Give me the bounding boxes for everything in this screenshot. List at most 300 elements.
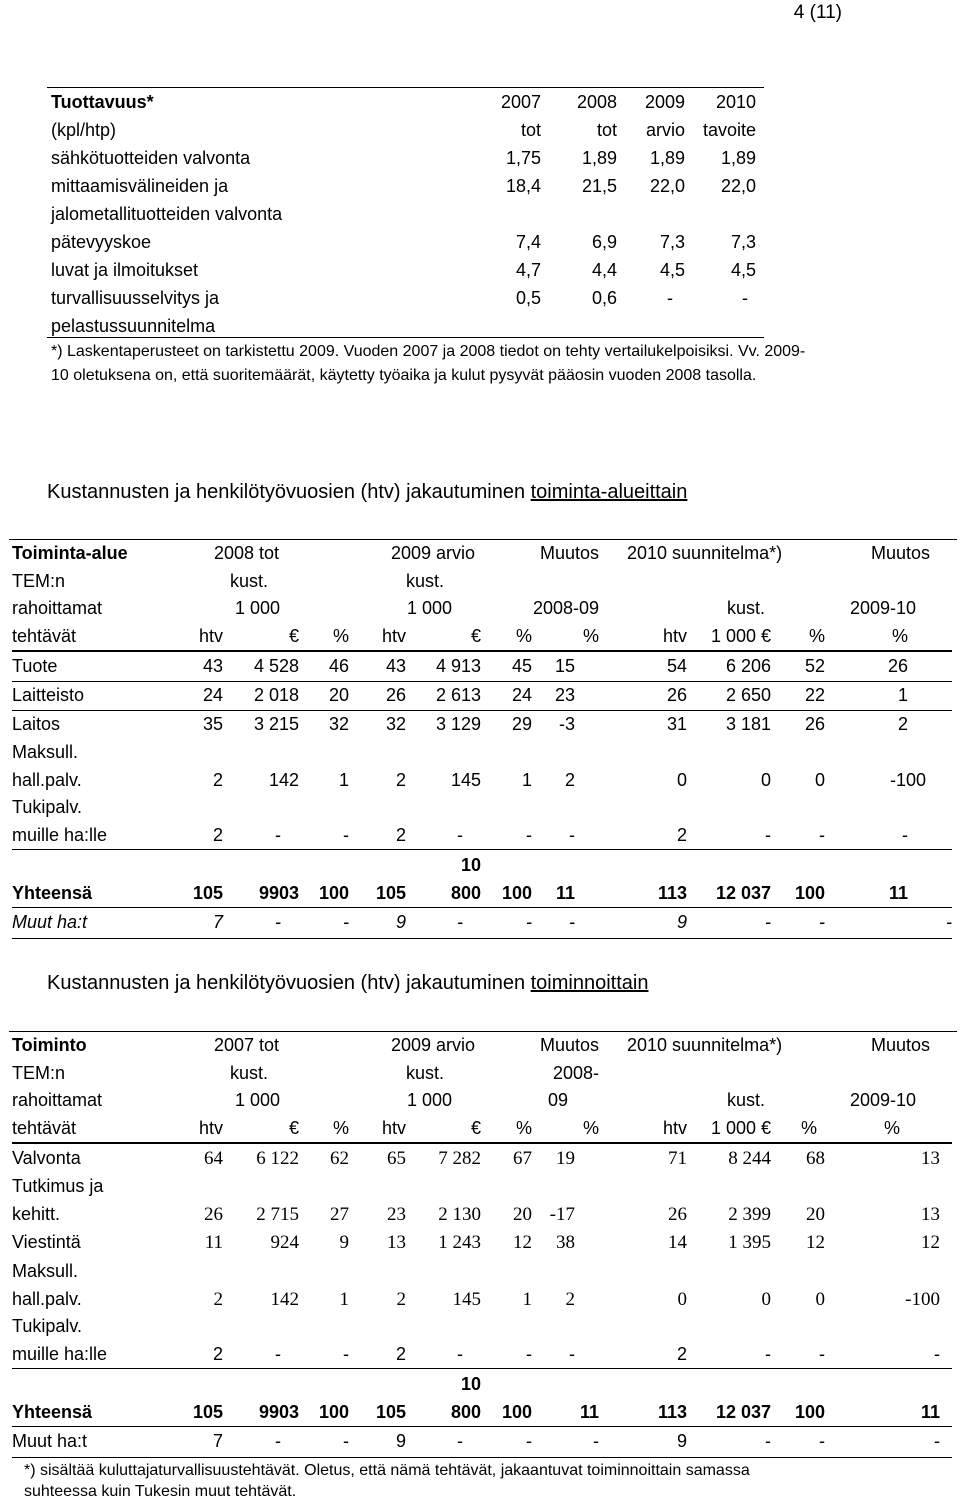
table-total-row	[12, 1369, 952, 1427]
header-cell: kust.	[726, 1090, 765, 1110]
value-cell: 24	[511, 684, 532, 705]
table-row-continuation	[51, 312, 756, 340]
value-cell: -	[819, 1343, 825, 1364]
header-cell: 2008	[576, 92, 617, 112]
header-cell: %	[808, 625, 825, 646]
value-cell: -	[343, 1431, 349, 1452]
footnote-line: *) Laskentaperusteet on tarkistettu 2009. Vuoden 2007 ja 2008 tiedot on tehty vertailukelpoisiksi. Vv. 2009-	[51, 343, 806, 360]
value-cell: 13	[921, 1203, 940, 1225]
value-cell: 0	[760, 769, 771, 790]
value-part: 10	[460, 854, 481, 875]
value-cell: 29	[511, 714, 532, 734]
value-cell: 142	[270, 1288, 299, 1310]
header-cell: %	[582, 625, 599, 646]
row-label: pätevyyskoe	[51, 232, 152, 252]
footnote-line: *) sisältää kuluttajaturvallisuustehtävät. Oletus, että nämä tehtävät, jakaantuvat toiminnoittain samassa	[24, 1462, 750, 1479]
header-cell: Muutos	[870, 1035, 930, 1055]
header-cell: tavoite	[702, 120, 756, 140]
header-cell: 1 000	[407, 598, 453, 618]
header-label: Toiminta-alue	[12, 543, 128, 563]
header-cell: 1 000	[407, 1090, 453, 1110]
value-cell: 145	[452, 1288, 481, 1310]
value-cell: 2	[212, 1343, 223, 1364]
value-cell: 100	[501, 1401, 532, 1422]
value-cell: 32	[385, 714, 406, 734]
value-cell: 4 528	[253, 655, 299, 676]
header-cell: %	[515, 625, 532, 646]
header-cell: 2008 tot	[214, 543, 280, 563]
value-cell: 22,0	[720, 176, 756, 196]
value-cell: 2	[395, 824, 406, 845]
value-cell: -	[526, 1431, 532, 1452]
value-cell: 64	[204, 1147, 223, 1169]
table-row	[51, 256, 756, 284]
header-cell: 1 000 €	[710, 1117, 771, 1138]
row-label: hall.palv.	[12, 769, 82, 790]
value-cell: 12	[806, 1232, 825, 1254]
table-row	[12, 1228, 952, 1258]
value-cell: 105	[192, 882, 223, 903]
value-cell: 26	[668, 1203, 687, 1225]
value-cell: 145	[450, 769, 481, 790]
value-cell: -	[667, 288, 673, 308]
row-label: Tuote	[12, 655, 58, 676]
value-cell: 4,5	[659, 260, 685, 280]
value-cell: 21,5	[581, 176, 617, 196]
value-cell: 2	[676, 824, 687, 845]
value-cell-stacked	[406, 1369, 481, 1427]
value-cell: 13	[921, 1147, 940, 1169]
value-cell: 3 215	[253, 714, 299, 734]
header-cell: 2009	[644, 92, 685, 112]
value-cell: 13	[387, 1232, 406, 1254]
row-label: jalometallituotteiden valvonta	[51, 204, 283, 224]
header-cell: 09	[548, 1090, 569, 1110]
value-cell: 7 282	[438, 1147, 481, 1169]
row-label: mittaamisvälineiden ja	[51, 176, 229, 196]
value-cell: -17	[549, 1203, 575, 1225]
value-cell: 68	[806, 1147, 825, 1169]
row-label: Laitos	[12, 714, 61, 734]
value-cell: 9	[676, 912, 687, 933]
value-cell: 18,4	[505, 176, 541, 196]
value-cell: 32	[328, 714, 349, 734]
header-cell: %	[800, 1117, 817, 1138]
value-cell: 9	[395, 912, 406, 933]
table-header-row	[12, 568, 952, 596]
value-cell: 11	[579, 1401, 599, 1422]
activity-cost-table	[12, 1032, 952, 1458]
header-cell: Muutos	[539, 1035, 599, 1055]
value-part: 800	[450, 1401, 481, 1422]
value-cell: 26	[385, 684, 406, 705]
table-row-label-line	[12, 1173, 952, 1201]
header-cell: 2010 suunnitelma*)	[627, 543, 783, 563]
value-cell: -100	[905, 1288, 940, 1310]
header-cell: htv	[198, 1117, 223, 1138]
value-cell: 12 037	[715, 882, 771, 903]
value-cell: 12	[921, 1232, 940, 1254]
header-cell: tot	[596, 120, 617, 140]
value-cell: 2	[212, 769, 223, 790]
value-cell: 2 018	[253, 684, 299, 705]
table-header-row	[12, 1087, 952, 1115]
header-cell: €	[288, 625, 299, 646]
value-cell: 924	[270, 1232, 299, 1254]
value-cell: 6 206	[725, 655, 771, 676]
value-cell: 24	[202, 684, 223, 705]
value-cell: 9	[676, 1431, 687, 1452]
header-cell: htv	[381, 1117, 406, 1138]
value-cell: 100	[794, 882, 825, 903]
row-label: sähkötuotteiden valvonta	[51, 148, 251, 168]
value-cell: 20	[806, 1203, 825, 1225]
value-cell: 7,3	[730, 232, 756, 252]
header-cell: kust.	[406, 570, 445, 591]
value-cell: -	[934, 1431, 940, 1452]
value-cell: 20	[328, 684, 349, 705]
value-cell: 1 395	[728, 1232, 771, 1254]
value-cell: 22,0	[649, 176, 685, 196]
value-cell: 45	[511, 655, 532, 676]
header-cell: €	[288, 1117, 299, 1138]
table-header-row	[12, 540, 952, 568]
value-cell: 9	[339, 1232, 349, 1254]
value-cell: 14	[668, 1232, 687, 1254]
value-cell: -	[569, 1343, 575, 1364]
row-label: muille ha:lle	[12, 1343, 108, 1364]
value-cell: 65	[387, 1147, 406, 1169]
table-row	[12, 1341, 952, 1369]
value-cell: 27	[330, 1203, 349, 1225]
heading-underlined-text: toiminnoittain	[530, 972, 649, 994]
table-header-row	[51, 88, 756, 116]
value-cell: 2 650	[725, 684, 771, 705]
value-cell: -	[275, 912, 281, 933]
header-cell: 1 000	[235, 1090, 281, 1110]
value-cell: 0	[761, 1288, 771, 1310]
row-label: Maksull.	[12, 742, 79, 762]
table-row-label-line	[12, 794, 952, 822]
value-cell: 35	[202, 714, 223, 734]
value-cell: -	[457, 1431, 463, 1452]
value-cell: 2	[213, 1288, 223, 1310]
row-label: Yhteensä	[12, 882, 93, 903]
value-cell: 1	[339, 1288, 349, 1310]
row-label: luvat ja ilmoitukset	[51, 260, 199, 280]
table-row-label-line	[12, 1258, 952, 1286]
value-cell: 1,89	[649, 148, 685, 168]
value-cell: 23	[387, 1203, 406, 1225]
row-label: Maksull.	[12, 1261, 79, 1281]
header-cell: 2009 arvio	[391, 1035, 476, 1055]
value-cell: 1,89	[720, 148, 756, 168]
table-row-continuation	[51, 200, 756, 228]
row-label: turvallisuusselvitys ja	[51, 288, 220, 308]
value-cell: -	[343, 912, 349, 933]
value-cell: 7,3	[659, 232, 685, 252]
value-cell: 67	[513, 1147, 532, 1169]
header-cell: Muutos	[539, 543, 599, 563]
value-cell: 4 913	[435, 655, 481, 676]
value-cell: 100	[318, 1401, 349, 1422]
header-cell: 2007 tot	[214, 1035, 280, 1055]
value-cell: 100	[501, 882, 532, 903]
header-cell: 1 000 €	[710, 625, 771, 646]
header-cell: %	[332, 1117, 349, 1138]
value-cell: 2	[395, 1343, 406, 1364]
header-cell: €	[470, 1117, 481, 1138]
table-row	[12, 767, 952, 795]
value-cell: 2	[897, 714, 908, 734]
table-row	[12, 651, 952, 681]
value-cell: -	[569, 912, 575, 933]
header-label: tehtävät	[12, 1117, 77, 1138]
value-cell: 1	[897, 684, 908, 705]
value-cell: 6,9	[591, 232, 617, 252]
value-cell: 2	[395, 769, 406, 790]
value-cell: -	[765, 824, 771, 845]
table-header-row	[12, 1115, 952, 1144]
value-cell: 22	[804, 684, 825, 705]
value-cell: 1,89	[581, 148, 617, 168]
value-cell-stacked	[406, 850, 481, 908]
value-cell: -	[946, 912, 952, 933]
value-cell: 20	[513, 1203, 532, 1225]
value-cell: -	[526, 824, 532, 845]
value-cell: -	[275, 824, 281, 845]
value-cell: 11	[920, 1401, 940, 1422]
header-label: TEM:n	[12, 1062, 66, 1083]
header-cell: 2009 arvio	[391, 543, 476, 563]
table-row	[51, 172, 756, 200]
value-cell: 54	[666, 655, 687, 676]
value-cell: 2 399	[728, 1203, 771, 1225]
header-label: TEM:n	[12, 570, 66, 591]
productivity-table	[51, 88, 756, 340]
header-cell: htv	[381, 625, 406, 646]
row-label: hall.palv.	[12, 1288, 82, 1309]
value-cell: 11	[204, 1232, 223, 1254]
value-cell: 6 122	[256, 1147, 299, 1169]
header-cell: kust.	[230, 1062, 269, 1083]
row-label: Tutkimus ja	[12, 1176, 104, 1196]
value-cell: 7	[212, 912, 223, 933]
row-label: kehitt.	[12, 1203, 61, 1224]
header-cell: kust.	[230, 570, 269, 591]
value-cell: 1	[521, 769, 532, 790]
row-label: Yhteensä	[12, 1401, 93, 1422]
table-row	[12, 1286, 952, 1314]
value-cell: 0,5	[515, 288, 541, 308]
header-cell: tot	[520, 120, 541, 140]
value-part: 800	[450, 882, 481, 903]
header-cell: %	[332, 625, 349, 646]
page-number: 4 (11)	[793, 2, 842, 23]
value-cell: 142	[268, 769, 299, 790]
value-cell: 113	[657, 1401, 687, 1422]
header-label: Tuottavuus*	[51, 92, 154, 112]
value-cell: 2	[564, 769, 575, 790]
value-cell: -	[819, 912, 825, 933]
header-cell: %	[883, 1117, 900, 1138]
section-heading-activity	[47, 972, 648, 995]
table-row	[12, 822, 952, 850]
footnote-line: 10 oletuksena on, että suoritemäärät, käytetty työaika ja kulut pysyvät pääosin vuoden 2008 tasolla.	[51, 367, 757, 384]
value-cell: 100	[318, 882, 349, 903]
table-row-label-line	[12, 1313, 952, 1341]
header-cell: 2009-10	[849, 598, 916, 618]
value-cell: 19	[556, 1147, 575, 1169]
value-cell: -	[457, 824, 463, 845]
table-header-row	[12, 623, 952, 652]
heading-text: Kustannusten ja henkilötyövuosien (htv) jakautuminen	[47, 481, 531, 503]
value-cell: 43	[385, 655, 406, 676]
table-row-other	[12, 908, 952, 939]
value-cell: 8 244	[728, 1147, 771, 1169]
footnote-line: suhteessa kuin Tukesin muut tehtävät.	[24, 1483, 297, 1500]
value-cell: 2 715	[256, 1203, 299, 1225]
value-cell: 9903	[258, 882, 299, 903]
value-cell: -	[742, 288, 748, 308]
value-cell: -	[275, 1343, 281, 1364]
value-cell: 0	[677, 1288, 687, 1310]
header-cell: 1 000	[235, 598, 281, 618]
header-cell: %	[515, 1117, 532, 1138]
header-cell: 2010	[715, 92, 756, 112]
value-cell: 0	[815, 1288, 825, 1310]
value-cell: 12	[513, 1232, 532, 1254]
value-cell: -	[526, 1343, 532, 1364]
header-cell: htv	[662, 1117, 687, 1138]
value-cell: -	[819, 1431, 825, 1452]
productivity-footnote	[51, 342, 805, 386]
value-cell: 38	[556, 1232, 575, 1254]
value-cell: 2	[212, 824, 223, 845]
table-row-other	[12, 1427, 952, 1458]
value-cell: 23	[554, 684, 575, 705]
header-cell: 2010 suunnitelma*)	[627, 1035, 783, 1055]
table-row-label-line	[12, 739, 952, 767]
value-cell: 62	[330, 1147, 349, 1169]
table-row	[51, 228, 756, 256]
table-row	[51, 144, 756, 172]
value-cell: 0,6	[591, 288, 617, 308]
value-cell: 2 130	[438, 1203, 481, 1225]
header-cell: 2008-09	[532, 598, 599, 618]
header-cell: %	[582, 1117, 599, 1138]
header-cell: 2008-	[552, 1062, 599, 1083]
value-cell: 4,5	[730, 260, 756, 280]
header-cell: %	[891, 625, 908, 646]
value-cell: 9903	[258, 1401, 299, 1422]
value-cell: -	[343, 1343, 349, 1364]
row-label: pelastussuunnitelma	[51, 316, 216, 336]
value-cell: 2	[396, 1288, 406, 1310]
header-label: (kpl/htp)	[51, 120, 117, 140]
header-label: rahoittamat	[12, 1090, 103, 1110]
table-row	[51, 284, 756, 312]
value-cell: -	[457, 912, 463, 933]
row-label: Muut ha:t	[12, 1431, 88, 1452]
value-cell: 1	[522, 1288, 532, 1310]
value-cell: 12 037	[715, 1401, 771, 1422]
header-label: tehtävät	[12, 625, 77, 646]
value-cell: 2 613	[435, 684, 481, 705]
value-cell: 100	[794, 1401, 825, 1422]
header-cell: Muutos	[870, 543, 930, 563]
table-header-row	[12, 1032, 952, 1060]
header-cell: arvio	[645, 120, 685, 140]
header-cell: 2007	[500, 92, 541, 112]
value-cell: 9	[395, 1431, 406, 1452]
value-cell: 105	[375, 882, 406, 903]
header-label: Toiminto	[12, 1035, 87, 1055]
value-cell: 11	[555, 882, 575, 903]
value-cell: -	[902, 824, 908, 845]
header-cell: 2009-10	[849, 1090, 916, 1110]
value-cell: -	[593, 1431, 599, 1452]
value-cell: 46	[328, 655, 349, 676]
value-cell: 3 129	[435, 714, 481, 734]
row-label: Laitteisto	[12, 684, 85, 705]
value-cell: -	[526, 912, 532, 933]
header-cell: €	[470, 625, 481, 646]
value-cell: -	[765, 1343, 771, 1364]
value-cell: -	[819, 824, 825, 845]
value-cell: 7,4	[515, 232, 541, 252]
value-cell: -	[457, 1343, 463, 1364]
value-cell: 7	[212, 1431, 223, 1452]
value-cell: 26	[887, 655, 908, 676]
header-cell: kust.	[726, 598, 765, 618]
value-cell: -	[343, 824, 349, 845]
table-row	[12, 1143, 952, 1173]
row-label: muille ha:lle	[12, 824, 108, 845]
value-cell: 26	[804, 714, 825, 734]
value-cell: 0	[814, 769, 825, 790]
value-cell: 43	[202, 655, 223, 676]
table-header-row	[51, 116, 756, 144]
header-cell: htv	[662, 625, 687, 646]
row-label: Valvonta	[12, 1147, 81, 1168]
value-cell: 1,75	[505, 148, 541, 168]
value-cell: 105	[375, 1401, 406, 1422]
value-cell: 0	[676, 769, 687, 790]
value-cell: -100	[889, 769, 926, 790]
header-cell: htv	[198, 625, 223, 646]
table-row	[12, 710, 952, 739]
value-cell: 11	[888, 882, 908, 903]
value-cell: 15	[554, 655, 575, 676]
value-cell: -	[275, 1431, 281, 1452]
table-header-row	[12, 1060, 952, 1088]
value-cell: 4,4	[591, 260, 617, 280]
row-label: Muut ha:t	[12, 912, 88, 933]
value-cell: 26	[666, 684, 687, 705]
value-cell: 52	[804, 655, 825, 676]
value-cell: -	[765, 912, 771, 933]
row-label: Tukipalv.	[12, 797, 83, 817]
value-cell: 26	[204, 1203, 223, 1225]
table-row	[12, 1201, 952, 1229]
value-cell: 113	[657, 882, 687, 903]
heading-text: Kustannusten ja henkilötyövuosien (htv) jakautuminen	[47, 972, 531, 994]
value-cell: -	[934, 1343, 940, 1364]
value-cell: 31	[666, 714, 687, 734]
value-cell: -	[765, 1431, 771, 1452]
value-cell: 105	[192, 1401, 223, 1422]
